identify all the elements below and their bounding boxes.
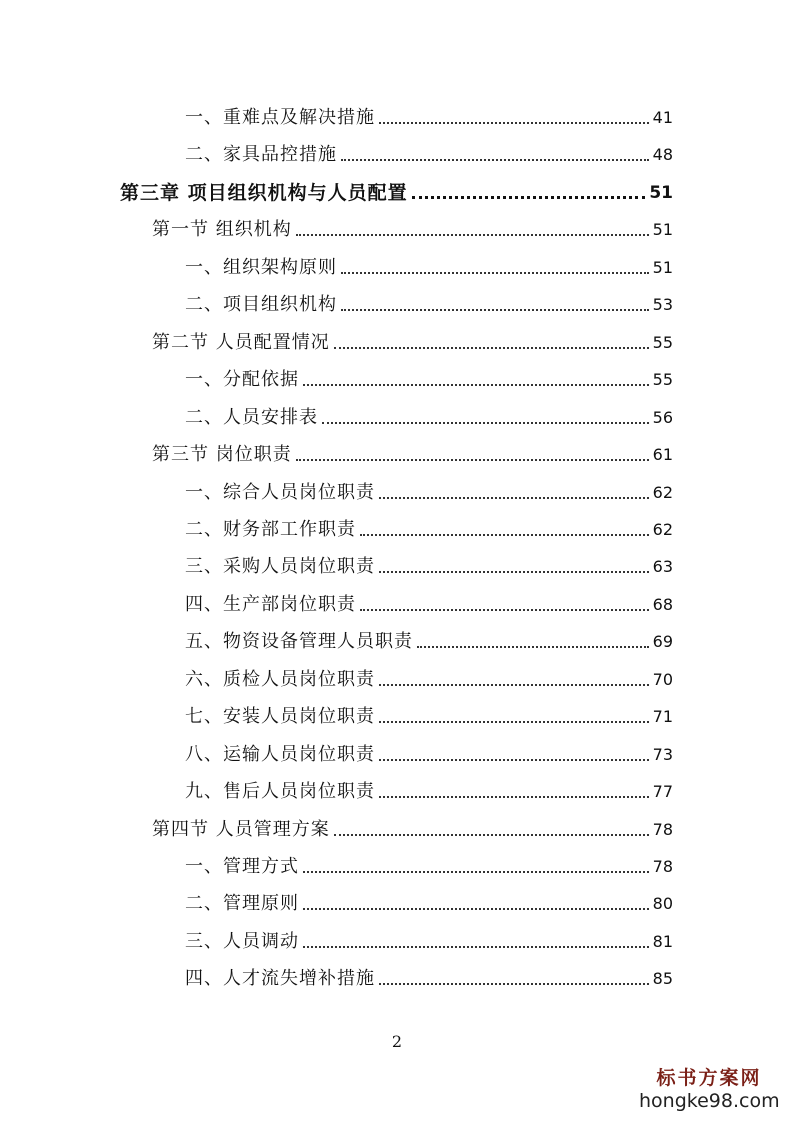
toc-entry-page: 63 bbox=[652, 557, 673, 576]
toc-entry[interactable] bbox=[185, 743, 673, 767]
toc-entry-label: 一、综合人员岗位职责 bbox=[185, 482, 375, 503]
toc-entry-page: 53 bbox=[652, 295, 673, 314]
toc-entry-label: 二、管理原则 bbox=[185, 893, 299, 914]
toc-entry[interactable] bbox=[185, 143, 673, 167]
dot-leader bbox=[303, 945, 649, 948]
toc-entry[interactable] bbox=[185, 892, 673, 916]
toc-entry-label: 一、分配依据 bbox=[185, 369, 299, 390]
toc-entry-label: 三、人员调动 bbox=[185, 931, 299, 952]
watermark-logo bbox=[639, 1063, 779, 1112]
toc-entry-label: 八、运输人员岗位职责 bbox=[185, 744, 375, 765]
toc-entry-page: 55 bbox=[652, 370, 673, 389]
watermark-name: 标书方案网 bbox=[656, 1067, 762, 1089]
dot-leader bbox=[379, 496, 649, 499]
toc-entry[interactable] bbox=[185, 930, 673, 954]
dot-leader bbox=[334, 833, 649, 836]
toc-entry-page: 55 bbox=[652, 333, 673, 352]
toc-entry-page: 51 bbox=[652, 258, 673, 277]
toc-entry-page: 73 bbox=[652, 745, 673, 764]
toc-entry[interactable] bbox=[185, 780, 673, 804]
toc-entry-page: 61 bbox=[652, 445, 673, 464]
toc-entry-page: 71 bbox=[652, 707, 673, 726]
dot-leader bbox=[379, 683, 649, 686]
dot-leader bbox=[379, 121, 649, 124]
dot-leader bbox=[360, 608, 649, 611]
toc-section-entry[interactable] bbox=[152, 818, 673, 842]
toc-section-entry[interactable] bbox=[152, 331, 673, 355]
toc-entry-page: 80 bbox=[652, 894, 673, 913]
dot-leader bbox=[303, 870, 649, 873]
dot-leader bbox=[296, 233, 649, 236]
toc-entry-label: 一、组织架构原则 bbox=[185, 257, 337, 278]
dot-leader bbox=[334, 346, 649, 349]
toc-entry-page: 56 bbox=[652, 408, 673, 427]
toc-entry-page: 70 bbox=[652, 670, 673, 689]
toc-entry-page: 85 bbox=[652, 969, 673, 988]
toc-entry-label: 第一节 组织机构 bbox=[152, 219, 292, 240]
dot-leader bbox=[417, 645, 649, 648]
toc-entry-label: 四、生产部岗位职责 bbox=[185, 594, 356, 615]
toc-entry[interactable] bbox=[185, 518, 673, 542]
dot-leader bbox=[322, 421, 649, 424]
toc-entry-page: 68 bbox=[652, 595, 673, 614]
toc-entry-label: 第三节 岗位职责 bbox=[152, 444, 292, 465]
toc-entry[interactable] bbox=[185, 630, 673, 654]
toc-entry-label: 五、物资设备管理人员职责 bbox=[185, 631, 413, 652]
toc-entry-label: 第四节 人员管理方案 bbox=[152, 819, 330, 840]
toc-entry[interactable] bbox=[185, 855, 673, 879]
toc-entry[interactable] bbox=[185, 368, 673, 392]
page-number: 2 bbox=[391, 1032, 403, 1051]
dot-leader bbox=[412, 195, 646, 199]
dot-leader bbox=[341, 271, 649, 274]
toc-entry-page: 51 bbox=[649, 183, 673, 203]
toc-entry-page: 78 bbox=[652, 857, 673, 876]
toc-entry-page: 41 bbox=[652, 108, 673, 127]
toc-entry-label: 二、项目组织机构 bbox=[185, 294, 337, 315]
dot-leader bbox=[341, 308, 649, 311]
toc-entry-label: 二、家具品控措施 bbox=[185, 144, 337, 165]
toc-entry[interactable] bbox=[185, 406, 673, 430]
dot-leader bbox=[379, 795, 649, 798]
toc-entry-label: 二、人员安排表 bbox=[185, 407, 318, 428]
dot-leader bbox=[379, 758, 649, 761]
toc-entry-label: 四、人才流失增补措施 bbox=[185, 968, 375, 989]
dot-leader bbox=[296, 458, 649, 461]
toc-entry-label: 一、重难点及解决措施 bbox=[185, 107, 375, 128]
toc-entry-page: 62 bbox=[652, 483, 673, 502]
toc-entry[interactable] bbox=[185, 256, 673, 280]
toc-chapter-entry[interactable] bbox=[120, 181, 673, 205]
toc-entry-label: 六、质检人员岗位职责 bbox=[185, 669, 375, 690]
dot-leader bbox=[341, 158, 649, 161]
dot-leader bbox=[303, 383, 649, 386]
toc-section-entry[interactable] bbox=[152, 218, 673, 242]
dot-leader bbox=[379, 720, 649, 723]
toc-entry-label: 一、管理方式 bbox=[185, 856, 299, 877]
toc-entry-page: 77 bbox=[652, 782, 673, 801]
dot-leader bbox=[379, 982, 649, 985]
dot-leader bbox=[379, 570, 649, 573]
toc-entry-label: 三、采购人员岗位职责 bbox=[185, 556, 375, 577]
toc-entry-label: 九、售后人员岗位职责 bbox=[185, 781, 375, 802]
toc-entry-page: 51 bbox=[652, 220, 673, 239]
toc-entry[interactable] bbox=[185, 967, 673, 991]
toc-entry-label: 第二节 人员配置情况 bbox=[152, 332, 330, 353]
toc-entry-label: 二、财务部工作职责 bbox=[185, 519, 356, 540]
toc-entry[interactable] bbox=[185, 593, 673, 617]
toc-entry-label: 七、安装人员岗位职责 bbox=[185, 706, 375, 727]
toc-entry-label: 第三章 项目组织机构与人员配置 bbox=[120, 182, 408, 204]
toc-entry[interactable] bbox=[185, 106, 673, 130]
watermark-url: hongke98.com bbox=[639, 1090, 780, 1112]
toc-entry-page: 62 bbox=[652, 520, 673, 539]
toc-entry-page: 69 bbox=[652, 632, 673, 651]
toc-entry[interactable] bbox=[185, 705, 673, 729]
dot-leader bbox=[360, 533, 649, 536]
dot-leader bbox=[303, 907, 649, 910]
toc-entry[interactable] bbox=[185, 555, 673, 579]
toc-entry-page: 78 bbox=[652, 820, 673, 839]
toc-entry[interactable] bbox=[185, 668, 673, 692]
toc-entry[interactable] bbox=[185, 293, 673, 317]
toc-entry-page: 48 bbox=[652, 145, 673, 164]
toc-entry-page: 81 bbox=[652, 932, 673, 951]
toc-section-entry[interactable] bbox=[152, 443, 673, 467]
toc-entry[interactable] bbox=[185, 481, 673, 505]
